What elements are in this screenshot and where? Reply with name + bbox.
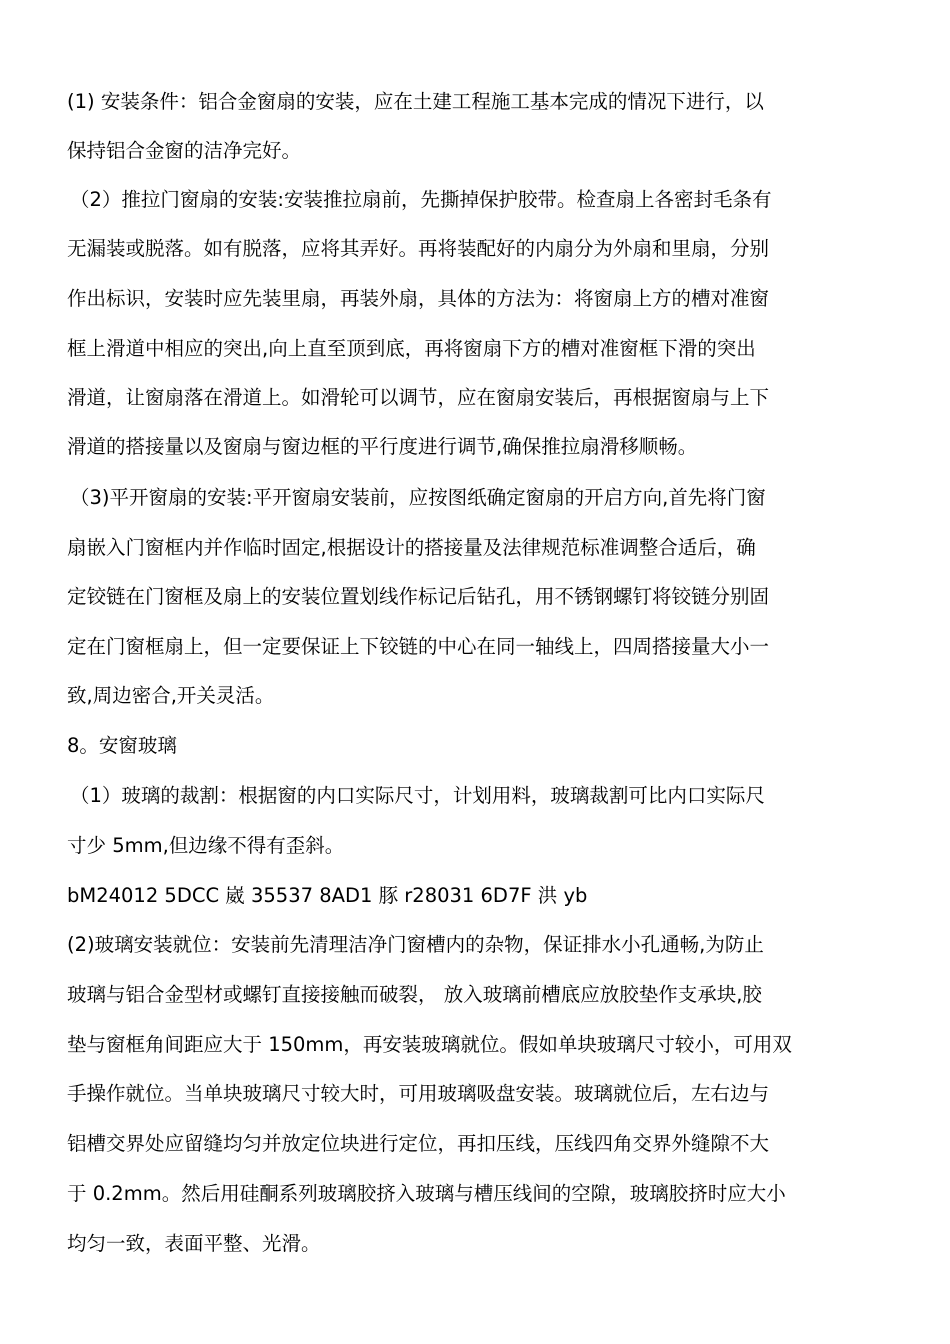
text-line: 于 0.2mm。然后用硅酮系列玻璃胶挤入玻璃与槽压线间的空隙，玻璃胶挤时应大小	[67, 1182, 786, 1205]
text-line: 手操作就位。当单块玻璃尺寸较大时，可用玻璃吸盘安装。玻璃就位后，左右边与	[67, 1082, 770, 1105]
text-line: bM24012 5DCC 崴 35537 8AD1 豚 r28031 6D7F 洪 yb	[67, 884, 588, 907]
text-line: 框上滑道中相应的突出,向上直至顶到底，再将窗扇下方的槽对准窗框下滑的突出	[67, 337, 756, 360]
text-line: 均匀一致，表面平整、光滑。	[67, 1232, 321, 1255]
text-line: 扇嵌入门窗框内并作临时固定,根据设计的搭接量及法律规范标准调整合适后，确	[67, 536, 756, 559]
text-line: 无漏装或脱落。如有脱落，应将其弄好。再将装配好的内扇分为外扇和里扇，分别	[67, 237, 770, 260]
text-line: (2)玻璃安装就位：安装前先清理洁净门窗槽内的杂物，保证排水小孔通畅,为防止	[67, 933, 764, 956]
text-line: 滑道的搭接量以及窗扇与窗边框的平行度进行调节,确保推拉扇滑移顺畅。	[67, 435, 698, 458]
text-line: 玻璃与铝合金型材或螺钉直接接触而破裂， 放入玻璃前槽底应放胶垫作支承块,胶	[67, 983, 762, 1006]
text-line: 铝槽交界处应留缝均匀并放定位块进行定位，再扣压线，压线四角交界外缝隙不大	[67, 1132, 770, 1155]
section-heading: 8。安窗玻璃	[67, 734, 177, 757]
text-line: 作出标识，安装时应先装里扇，再装外扇，具体的方法为：将窗扇上方的槽对准窗	[67, 287, 770, 310]
text-line: 保持铝合金窗的洁净完好。	[67, 139, 302, 162]
text-line: 滑道，让窗扇落在滑道上。如滑轮可以调节，应在窗扇安装后，再根据窗扇与上下	[67, 386, 770, 409]
text-line: 寸少 5mm,但边缘不得有歪斜。	[67, 834, 345, 857]
text-line: 定在门窗框扇上，但一定要保证上下铰链的中心在同一轴线上，四周搭接量大小一	[67, 635, 770, 658]
text-line: 致,周边密合,开关灵活。	[67, 684, 275, 707]
text-line: 定铰链在门窗框及扇上的安装位置划线作标记后钻孔，用不锈钢螺钉将铰链分别固	[67, 585, 770, 608]
text-line: 垫与窗框角间距应大于 150mm，再安装玻璃就位。假如单块玻璃尺寸较小，可用双	[67, 1033, 792, 1056]
text-line: （1）玻璃的裁割：根据窗的内口实际尺寸，计划用料，玻璃裁割可比内口实际尺	[70, 784, 765, 807]
text-line: (1) 安装条件：铝合金窗扇的安装，应在土建工程施工基本完成的情况下进行，以	[67, 90, 764, 113]
text-line: （2）推拉门窗扇的安装:安装推拉扇前，先撕掉保护胶带。检查扇上各密封毛条有	[70, 188, 772, 211]
text-line: （3)平开窗扇的安装:平开窗扇安装前，应按图纸确定窗扇的开启方向,首先将门窗	[70, 486, 766, 509]
